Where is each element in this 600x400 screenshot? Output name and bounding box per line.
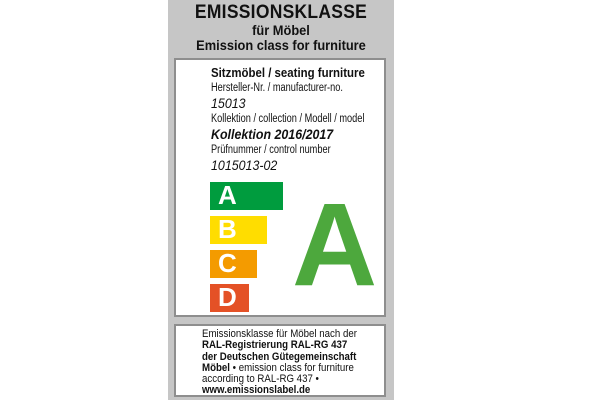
rating-scale	[210, 182, 283, 318]
product-category: Sitzmöbel / seating furniture	[211, 65, 365, 80]
footer-website: www.emissionslabel.de	[202, 384, 311, 397]
footer-line-5: according to RAL-RG 437 •	[202, 373, 319, 386]
label-header	[168, 2, 394, 53]
control-number-value: 1015013-02	[211, 158, 278, 173]
footer-line-1: Emissionsklasse für Möbel nach der	[202, 328, 357, 340]
manufacturer-no-value: 15013	[211, 96, 246, 111]
rating-bar-a: A	[210, 182, 283, 210]
rating-bar-d: D	[210, 284, 249, 312]
footer-box	[174, 324, 386, 397]
rating-bar-b: B	[210, 216, 267, 244]
collection-value: Kollektion 2016/2017	[211, 127, 334, 142]
product-info	[176, 60, 384, 174]
footer-line-2: RAL-Registrierung RAL-RG 437	[202, 339, 348, 352]
label-subtitle-en: Emission class for furniture	[196, 38, 366, 53]
manufacturer-no-label: Hersteller-Nr. / manufacturer-no.	[211, 82, 343, 94]
collection-label: Kollektion / collection / Modell / model	[211, 113, 365, 125]
control-number-label: Prüfnummer / control number	[211, 144, 331, 156]
rating-bar-c: C	[210, 250, 257, 278]
footer-line-3: der Deutschen Gütegemeinschaft	[202, 350, 357, 363]
footer-line-4-rest: • emission class for furniture	[229, 361, 354, 374]
emission-label	[168, 0, 394, 400]
label-title: EMISSIONSKLASSE	[194, 2, 368, 23]
footer-line-4-bold: Möbel	[202, 361, 230, 374]
label-subtitle-de: für Möbel	[252, 23, 310, 38]
product-info-box	[174, 58, 386, 317]
rating-result: A	[292, 179, 378, 311]
